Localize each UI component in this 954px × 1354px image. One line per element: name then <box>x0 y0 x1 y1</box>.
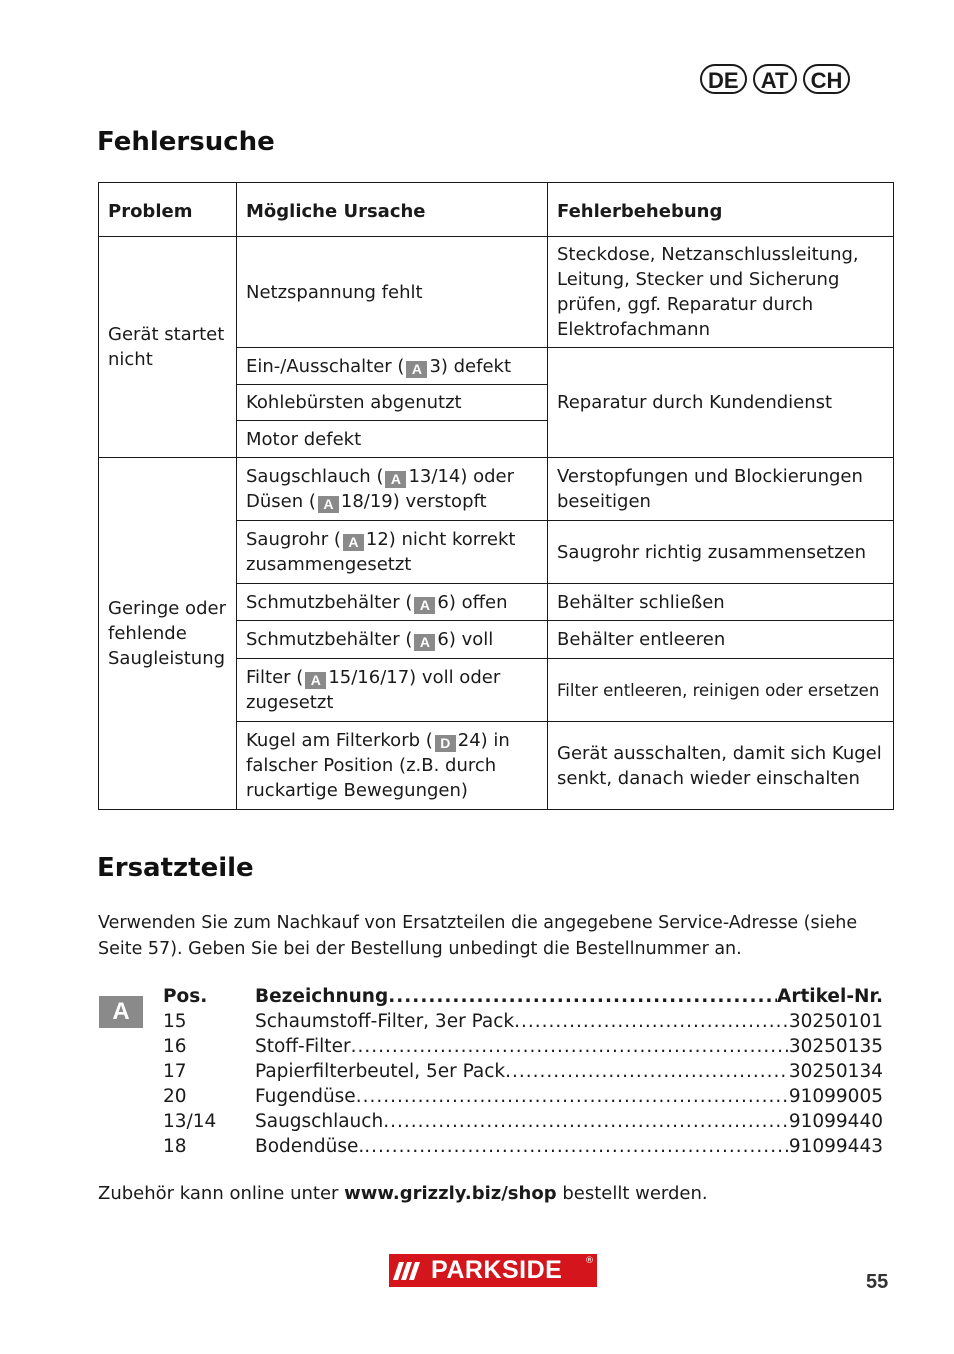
table-row <box>99 458 894 521</box>
remedy-cell: Steckdose, Netzanschlussleitung, Leitung, Stecker und Sicherung prüfen, ggf. Reparatur durch Elektrofachmann <box>548 237 894 348</box>
header-name: Bezeichnung <box>255 986 389 1007</box>
list-item: 18 Bodendüse. ..... 91099443 <box>163 1134 883 1159</box>
remedy-cell: Verstopfungen und Blockierungen beseitigen <box>548 458 894 521</box>
cause-cell: Ein-/Ausschalter ( A 3) defekt <box>237 348 548 385</box>
remedy-cell: Saugrohr richtig zusammensetzen <box>548 521 894 584</box>
cause-cell: Schmutzbehälter ( A 6) offen <box>237 584 548 621</box>
table-header-row <box>99 183 894 237</box>
cause-cell: Motor defekt <box>237 421 548 458</box>
table-row <box>99 237 894 348</box>
remedy-cell: Reparatur durch Kundendienst <box>548 348 894 458</box>
figure-ref-badge: A <box>99 996 143 1028</box>
figure-ref-badge: A <box>406 361 427 378</box>
figure-ref-badge: A <box>385 471 406 488</box>
country-badge-at: AT <box>753 64 797 94</box>
figure-ref-badge: A <box>343 534 364 551</box>
spare-parts-header <box>163 984 883 1009</box>
list-item: 15 Schaumstoff-Filter, 3er Pack ..... 30250101 <box>163 1009 883 1034</box>
country-badge-de: DE <box>700 64 747 94</box>
page-number: 55 <box>866 1271 889 1293</box>
cause-cell: Kohlebürsten abgenutzt <box>237 385 548 421</box>
cause-cell: Netzspannung fehlt <box>237 237 548 348</box>
header-remedy: Fehlerbehebung <box>548 183 894 237</box>
spare-parts-intro: Verwenden Sie zum Nachkauf von Ersatzteilen die angegebene Service-Adresse (siehe Seite 57). Geben Sie bei der Bestellung unbedingt die Bestellnummer an. <box>98 913 858 959</box>
remedy-cell: Behälter entleeren <box>548 621 894 659</box>
remedy-cell: Behälter schließen <box>548 584 894 621</box>
cause-cell: Saugrohr ( A 12) nicht korrekt zusammengesetzt <box>237 521 548 584</box>
list-item: 20 Fugendüse ..... 91099005 <box>163 1084 883 1109</box>
section-title-troubleshooting: Fehlersuche <box>97 127 275 157</box>
cause-cell: Saugschlauch ( A 13/14) oder Düsen ( A 18/19) verstopft <box>237 458 548 521</box>
header-pos: Pos. <box>163 986 208 1007</box>
problem-cell: Gerät startet nicht <box>99 237 237 458</box>
logo-wordmark: PARKSIDE <box>431 1256 563 1284</box>
remedy-cell: Gerät ausschalten, damit sich Kugel senkt, danach wieder einschalten <box>548 722 894 810</box>
country-badge-ch: CH <box>803 64 851 94</box>
spare-parts-list <box>163 984 883 1159</box>
figure-ref-badge: A <box>305 672 326 689</box>
header-problem: Problem <box>99 183 237 237</box>
remedy-cell: Filter entleeren, reinigen oder ersetzen <box>548 659 894 722</box>
accessories-note: Zubehör kann online unter www.grizzly.biz/shop bestellt werden. <box>98 1183 708 1204</box>
registered-mark: ® <box>585 1256 594 1266</box>
figure-ref-badge: A <box>414 634 435 651</box>
shop-link[interactable]: www.grizzly.biz/shop <box>344 1183 557 1204</box>
list-item: 17 Papierfilterbeutel, 5er Pack ..... 30250134 <box>163 1059 883 1084</box>
logo-slashes-icon <box>389 1254 429 1287</box>
cause-cell: Kugel am Filterkorb ( D 24) in falscher Position (z.B. durch ruckartige Bewegungen) <box>237 722 548 810</box>
header-cause: Mögliche Ursache <box>237 183 548 237</box>
section-title-spare-parts: Ersatzteile <box>97 853 254 883</box>
figure-ref-badge: A <box>318 496 339 513</box>
figure-ref-badge: D <box>435 735 456 752</box>
country-badges <box>700 64 850 94</box>
cause-cell: Filter ( A 15/16/17) voll oder zugesetzt <box>237 659 548 722</box>
figure-ref-badge: A <box>414 597 435 614</box>
troubleshooting-table <box>98 182 894 810</box>
list-item: 16 Stoff-Filter ..... 30250135 <box>163 1034 883 1059</box>
cause-cell: Schmutzbehälter ( A 6) voll <box>237 621 548 659</box>
problem-cell: Geringe oder fehlende Saugleistung <box>99 458 237 810</box>
parkside-logo <box>389 1254 597 1287</box>
header-article: Artikel-Nr. <box>777 986 883 1007</box>
list-item: 13/14 Saugschlauch ..... 91099440 <box>163 1109 883 1134</box>
